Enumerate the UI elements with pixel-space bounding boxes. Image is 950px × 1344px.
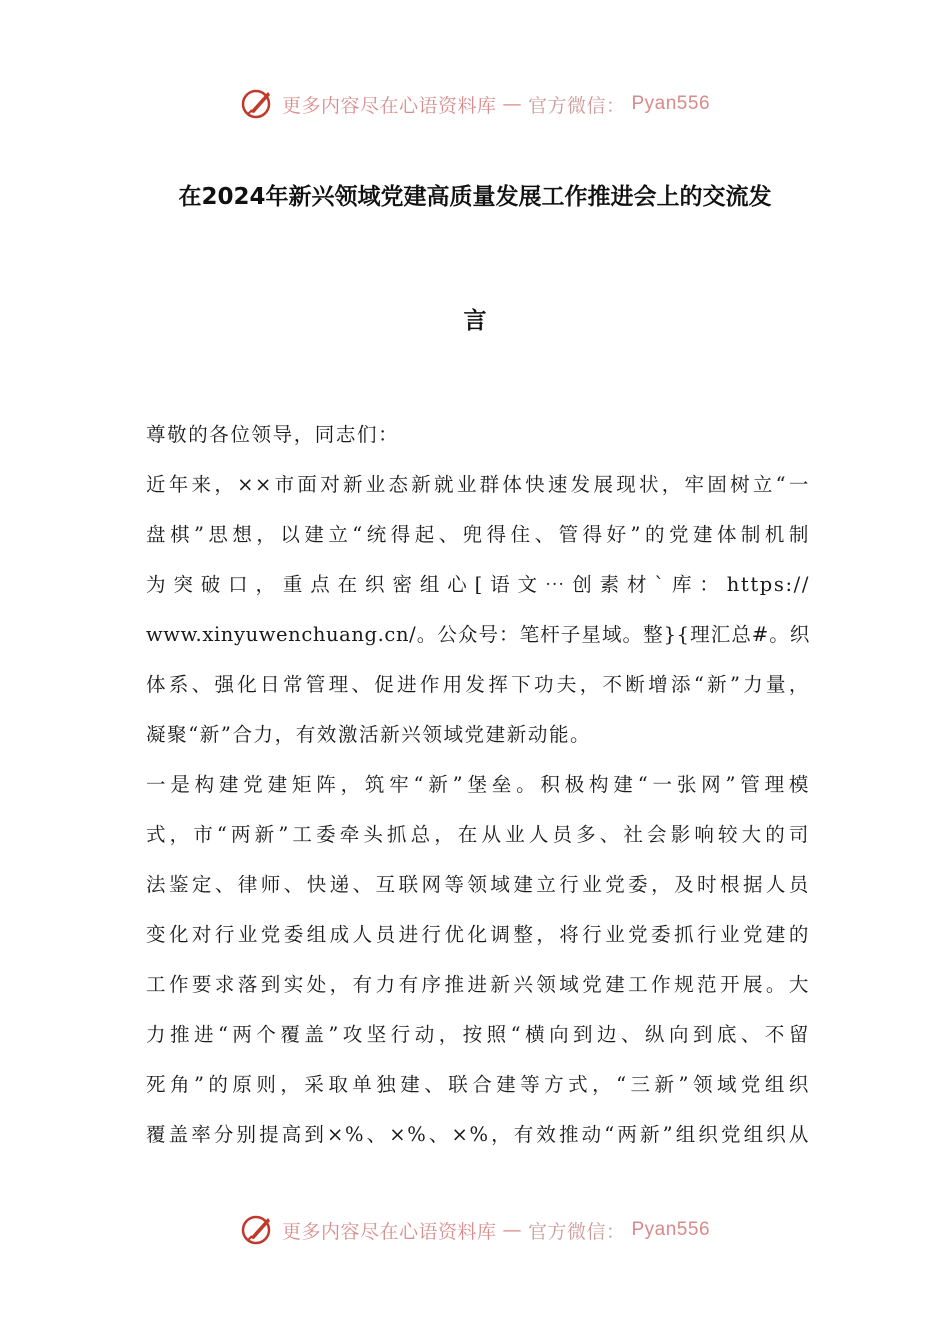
body-line: www.xinyuwenchuang.cn/。公众号：笔杆子星域。整}{理汇总#。织 [146, 623, 810, 646]
body-line: 凝聚“新”合力，有效激活新兴领域党建新动能。 [146, 723, 592, 746]
body-greeting: 尊敬的各位领导，同志们： [146, 423, 400, 446]
body-line: 死角”的原则，采取单独建、联合建等方式，“三新”领域党组织 [146, 1073, 810, 1096]
banner-dash: — [502, 1219, 522, 1241]
body-line: 近年来，××市面对新业态新就业群体快速发展现状，牢固树立“一 [146, 473, 810, 496]
footer-watermark-banner [0, 1208, 950, 1252]
body-line: 盘棋”思想，以建立“统得起、兜得住、管得好”的党建体制机制 [146, 523, 810, 546]
body-line: 工作要求落到实处，有力有序推进新兴领域党建工作规范开展。大 [146, 973, 810, 996]
body-line: 覆盖率分别提高到×%、×%、×%，有效推动“两新”组织党组织从 [146, 1123, 810, 1146]
body-line: 体系、强化日常管理、促进作用发挥下功夫，不断增添“新”力量， [146, 673, 810, 696]
quill-seal-logo-icon [240, 86, 276, 122]
banner-site-name: 更多内容尽在心语资料库 [281, 94, 497, 117]
body-line: 为突破口，重点在织密组心[语文⋯创素材`库：https:// [146, 573, 810, 596]
body-line: 变化对行业党委组成人员进行优化调整，将行业党委抓行业党建的 [146, 923, 810, 946]
banner-dash: — [502, 93, 522, 115]
banner-site-name: 更多内容尽在心语资料库 [281, 1220, 497, 1243]
document-body [146, 410, 810, 1160]
document-title-line-1: 在2024年新兴领域党建高质量发展工作推进会上的交流发 [178, 184, 772, 210]
body-line: 式，市“两新”工委牵头抓总，在从业人员多、社会影响较大的司 [146, 823, 810, 846]
banner-wechat-label: 官方微信： [527, 1220, 626, 1243]
document-title-line-2: 言 [463, 308, 487, 334]
body-line: 力推进“两个覆盖”攻坚行动，按照“横向到边、纵向到底、不留 [146, 1023, 810, 1046]
body-line: 法鉴定、律师、快递、互联网等领域建立行业党委，及时根据人员 [146, 873, 810, 896]
banner-wechat-id: Pyan556 [631, 1219, 711, 1240]
banner-wechat-id: Pyan556 [631, 93, 711, 114]
header-watermark-banner [0, 82, 950, 126]
quill-seal-logo-icon [240, 1212, 276, 1248]
body-line: 一是构建党建矩阵，筑牢“新”堡垒。积极构建“一张网”管理模 [146, 773, 810, 796]
banner-wechat-label: 官方微信： [527, 94, 626, 117]
